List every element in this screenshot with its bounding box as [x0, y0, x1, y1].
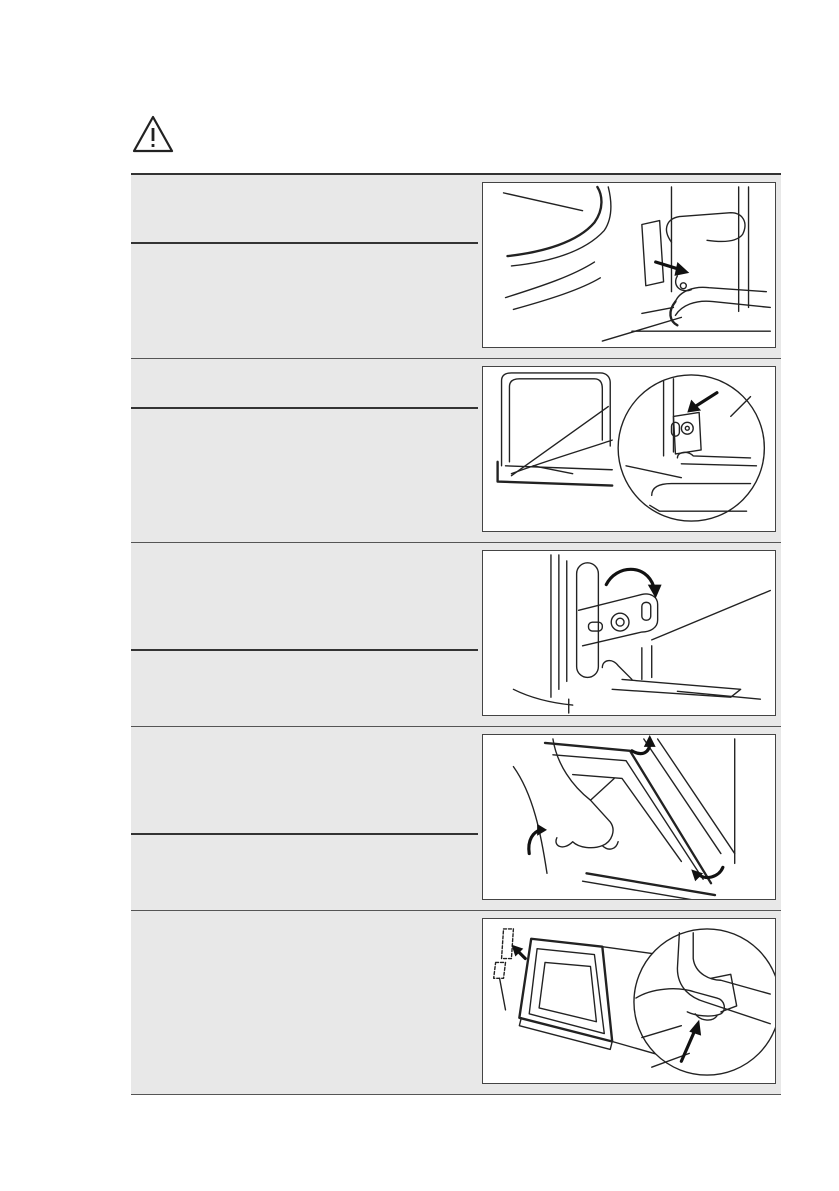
step-1-text-a: [131, 175, 478, 242]
step-4-text-a: [131, 727, 478, 833]
hinge-lever-rotate-illustration: [482, 550, 776, 716]
hinge-lock-detail-illustration: [482, 366, 776, 532]
door-glass-remove-illustration: [482, 918, 776, 1084]
step-3-text-b: [131, 651, 478, 723]
warning-triangle-icon: [131, 114, 175, 154]
step-row-3: [131, 543, 781, 727]
step-row-5: [131, 911, 781, 1095]
hinge-lever-release-illustration: [482, 182, 776, 348]
step-2-text-b: [131, 409, 478, 539]
step-2-text-a: [131, 359, 478, 407]
step-1-text-b: [131, 244, 478, 354]
step-4-text-b: [131, 835, 478, 907]
step-3-text-a: [131, 543, 478, 649]
door-lift-off-illustration: [482, 734, 776, 900]
step-row-1: [131, 175, 781, 359]
step-5-text-a: [131, 911, 478, 1091]
step-row-4: [131, 727, 781, 911]
step-row-2: [131, 359, 781, 543]
